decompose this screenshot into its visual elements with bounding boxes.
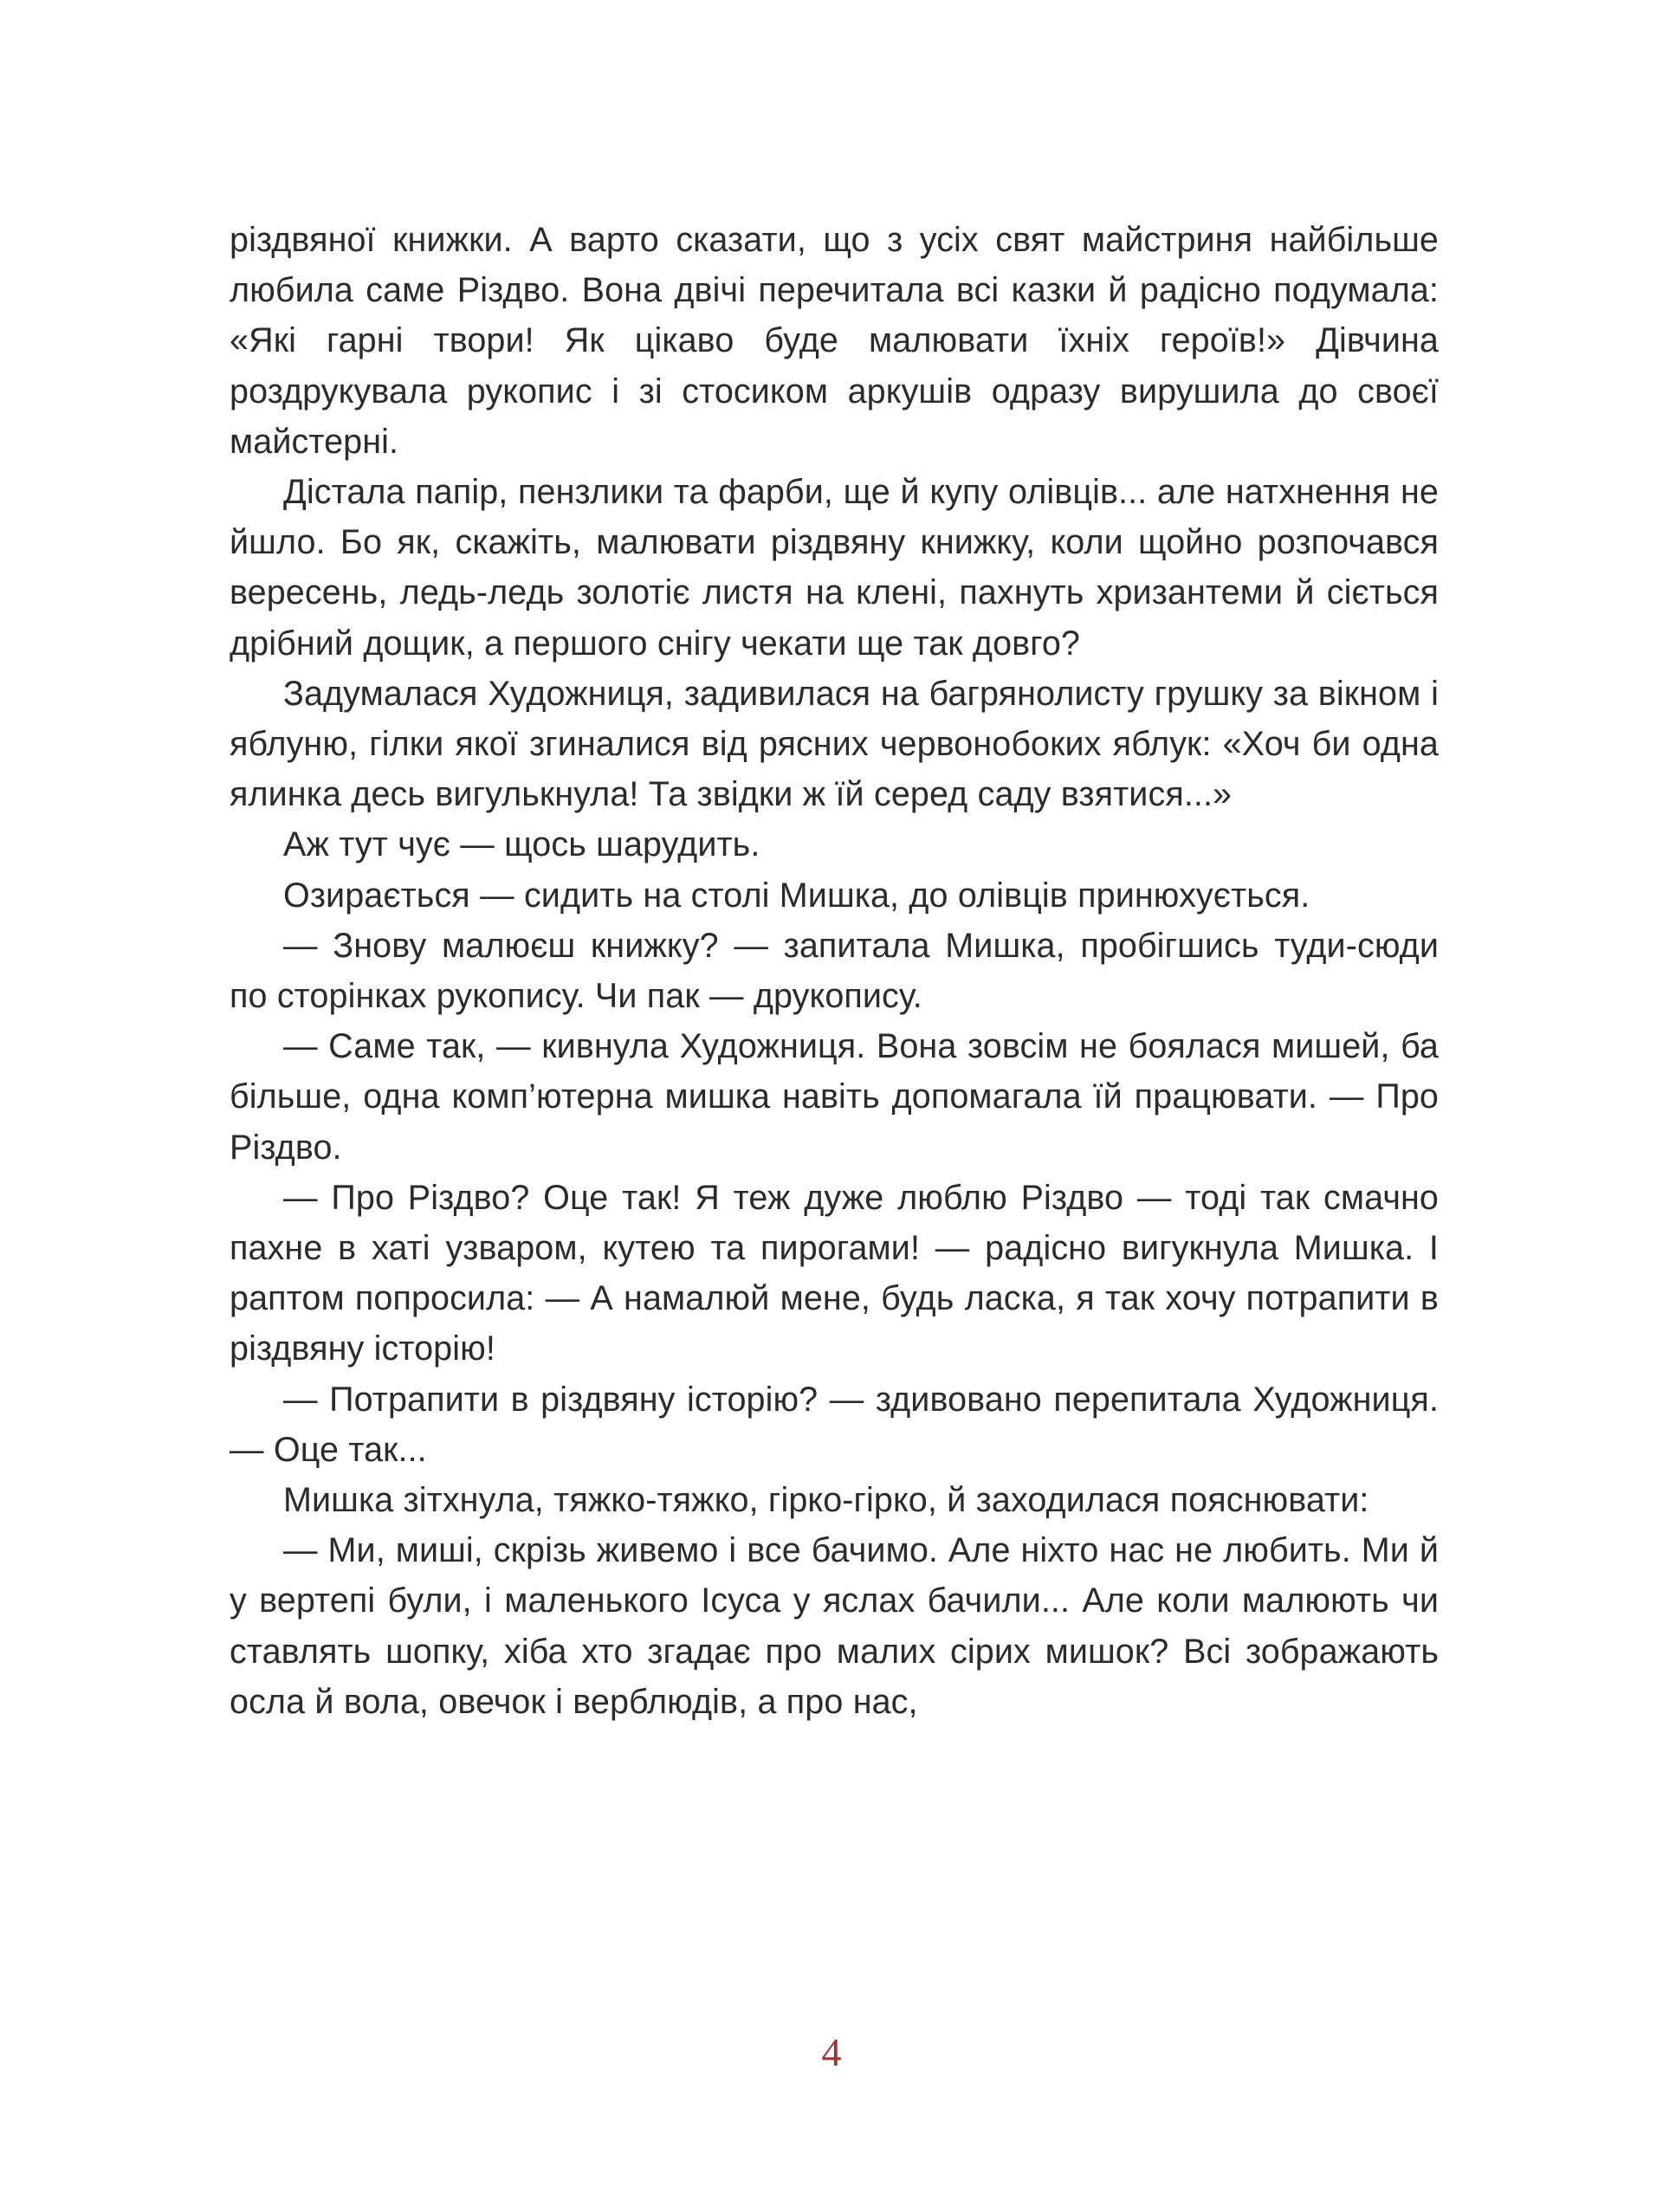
paragraph: різдвяної книжки. А варто сказати, що з усіх свят майстриня найбільше любила саме Різдво. Вона двічі перечитала всі казки й радісно подумала: «Які гарні твори! Як цікаво буде малювати їхніх героїв!» Дівчина роздрукувала рукопис і зі стосиком аркушів одразу вирушила до своєї майстерні.: [230, 221, 1439, 461]
page-number: 4: [821, 2030, 842, 2074]
paragraph: — Про Різдво? Оце так! Я теж дуже люблю Різдво — тоді так смачно пахне в хаті узваром, кутею та пирогами! — радісно вигукнула Мишка. І раптом попросила: — А намалюй мене, будь ласка, я так хочу потрапити в різдвяну історію!: [230, 1178, 1439, 1368]
paragraph: Озирається — сидить на столі Мишка, до олівців принюхується.: [283, 876, 1310, 915]
paragraph: — Потрапити в різдвяну історію? — здивовано перепитала Художниця. — Оце так...: [230, 1380, 1439, 1469]
paragraph: — Ми, миші, скрізь живемо і все бачимо. Але ніхто нас не любить. Ми й у вертепі були, і маленького Ісуса у яслах бачили... Але коли малюють чи ставлять шопку, хіба хто згадає про малих сірих мишок? Всі зображають осла й вола, овечок і верблюдів, а про нас,: [230, 1531, 1439, 1721]
paragraph: — Саме так, — кивнула Художниця. Вона зовсім не боялася мишей, ба більше, одна комп’ютерна мишка навіть допомагала їй працювати. — Про Різдво.: [230, 1027, 1439, 1167]
page-text-body: [230, 215, 1439, 1727]
paragraph: Аж тут чує — щось шарудить.: [283, 825, 760, 864]
paragraph: Дістала папір, пензлики та фарби, ще й купу олівців... але натхнення не йшло. Бо як, скажіть, малювати різдвяну книжку, коли щойно розпочався вересень, ледь-ледь золотіє листя на клені, пахнуть хризантеми й сіється дрібний дощик, а першого снігу чекати ще так довго?: [230, 473, 1439, 663]
paragraph: Мишка зітхнула, тяжко-тяжко, гірко-гірко, й заходилася пояснювати:: [283, 1481, 1369, 1520]
paragraph: Задумалася Художниця, задивилася на багрянолисту грушку за вікном і яблуню, гілки якої згиналися від рясних червонобоких яблук: «Хоч би одна ялинка десь вигулькнула! Та звідки ж їй серед саду взятися...»: [230, 674, 1439, 814]
paragraph: — Знову малюєш книжку? — запитала Мишка, пробігшись туди-сюди по сторінках рукопису. Чи пак — друкопису.: [230, 926, 1439, 1016]
